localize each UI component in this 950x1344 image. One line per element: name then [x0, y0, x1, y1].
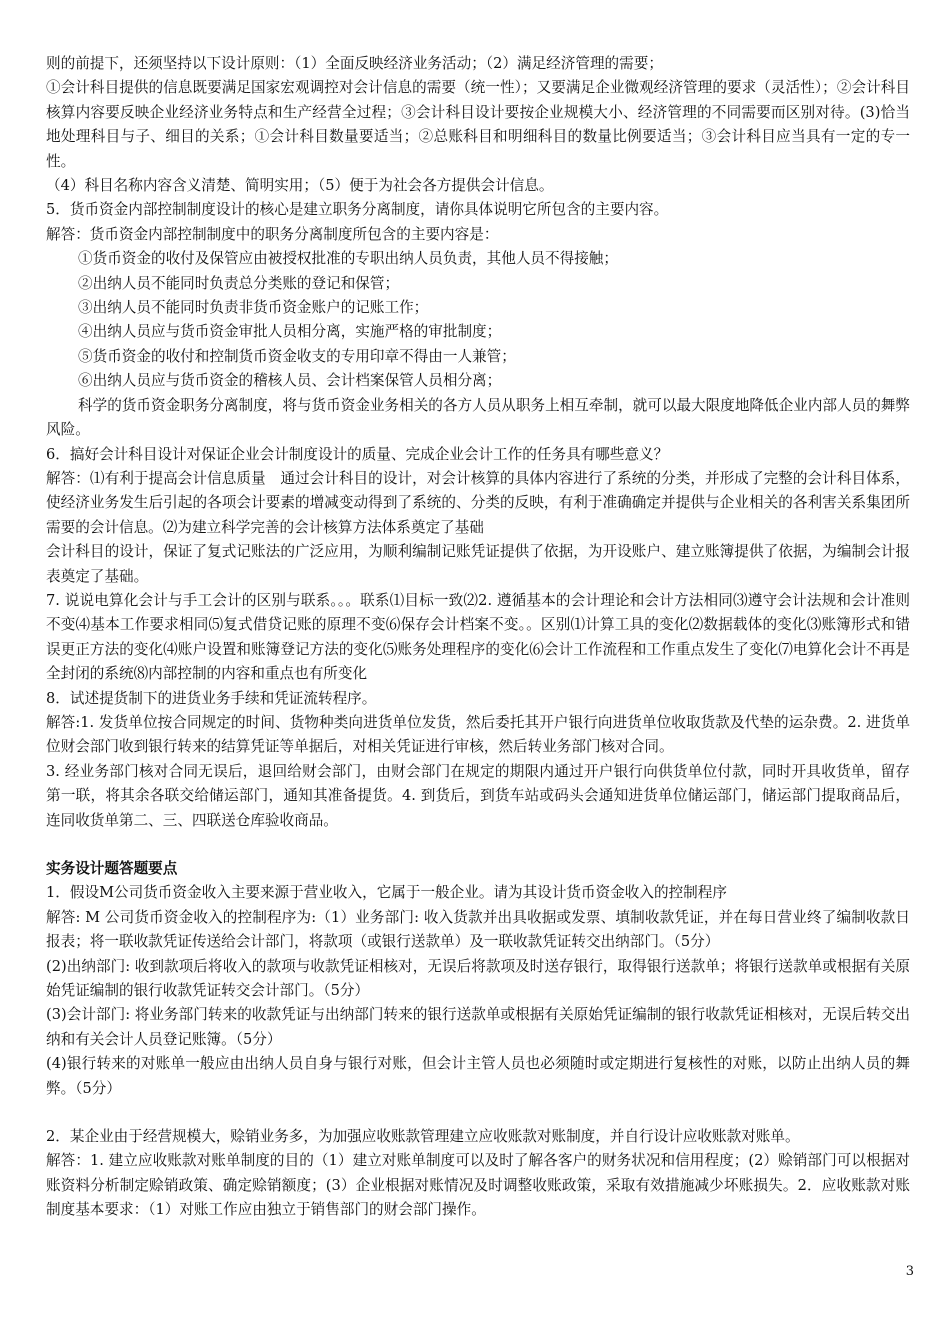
question-8: 8．试述提货制下的进货业务手续和凭证流转程序。	[46, 689, 377, 707]
paragraph: (4)银行转来的对账单一般应由出纳人员自身与银行对账，但会计主管人员也必须随时或定期进行复核性的对账，以防止出纳人员的舞弊。（5分）	[46, 1055, 910, 1097]
practice-question-2: 2．某企业由于经营规模大，赊销业务多，为加强应收账款管理建立应收账款对账制度，并自行设计应收账款对账单。	[46, 1128, 800, 1146]
list-item: ⑥出纳人员应与货币资金的稽核人员、会计档案保管人员相分离；	[78, 372, 502, 390]
spacer	[46, 833, 910, 857]
paragraph: （4）科目名称内容含义清楚、简明实用；（5）便于为社会各方提供会计信息。	[46, 177, 554, 195]
answer-8: 解答:1. 发货单位按合同规定的时间、货物种类向进货单位发货，然后委托其开户银行向进货单位收取货款及代垫的运杂费。2. 进货单位财会部门收到银行转来的结算凭证等单据后，对相关凭证进行审核，然后转业务部门核对合同。	[46, 713, 910, 756]
question-5: 5．货币资金内部控制制度设计的核心是建立职务分离制度，请你具体说明它所包含的主要内容。	[46, 201, 669, 219]
practice-answer-1: 解答: M 公司货币资金收入的控制程序为:（1）业务部门: 收入货款并出具收据或发票、填制收款凭证，并在每日营业终了编制收款日报表；将一联收款凭证传送给会计部门，将款项（或银行送款单）及一联收款凭证转交出纳部门。（5分）	[46, 908, 910, 951]
paragraph: (2)出纳部门: 收到款项后将收入的款项与收款凭证相核对，无误后将款项及时送存银行，取得银行送款单；将银行送款单或根据有关原始凭证编制的银行收款凭证转交会计部门。（5分）	[46, 957, 910, 1000]
page-number: 3	[905, 1264, 914, 1279]
spacer	[46, 1101, 910, 1125]
section-heading: 实务设计题答题要点	[46, 860, 178, 877]
practice-answer-2: 解答：1. 建立应收账款对账单制度的目的（1）建立对账单制度可以及时了解各客户的财务状况和信用程度；(2）赊销部门可以根据对账资料分析制定赊销政策、确定赊销额度；(3）企业根据对账情况及时调整收账政策，采取有效措施减少坏账损失。2．应收账款对账制度基本要求：（1）对账工作应由独立于销售部门的财会部门操作。	[46, 1152, 910, 1219]
paragraph: (3)会计部门: 将业务部门转来的收款凭证与出纳部门转来的银行送款单或根据有关原始凭证编制的银行收款凭证相核对，无误后转交出纳和有关会计人员登记账簿。（5分）	[46, 1006, 910, 1048]
list-item: ②出纳人员不能同时负责总分类账的登记和保管；	[78, 274, 400, 292]
list-item: ③出纳人员不能同时负责非货币资金账户的记账工作；	[78, 299, 429, 317]
list-item: ④出纳人员应与货币资金审批人员相分离，实施严格的审批制度；	[78, 323, 502, 341]
question-6: 6．搞好会计科目设计对保证企业会计制度设计的质量、完成企业会计工作的任务具有哪些意义？	[46, 445, 669, 463]
answer-6: 解答：⑴有利于提高会计信息质量 通过会计科目的设计，对会计核算的具体内容进行了系统的分类，并形成了完整的会计科目体系，使经济业务发生后引起的各项会计要素的增减变动得到了系统的、分类的反映，有利于准确确定并提供与企业相关的各利害关系集团所需要的会计信息。⑵为建立科学完善的会计核算方法体系奠定了基础	[46, 469, 910, 536]
paragraph: 科学的货币资金职务分离制度，将与货币资金业务相关的各方人员从职务上相互牵制，就可以最大限度地降低企业内部人员的舞弊风险。	[46, 396, 910, 439]
paragraph: 3. 经业务部门核对合同无误后，退回给财会部门，由财会部门在规定的期限内通过开户银行向供货单位付款，同时开具收货单，留存第一联，将其余各联交给储运部门，通知其准备提货。4. 到货后，到货车站或码头会通知进货单位储运部门，储运部门提取商品后，连同收货单第二、三、四联送仓库验收商品。	[46, 762, 910, 829]
paragraph: 会计科目的设计，保证了复式记账法的广泛应用，为顺利编制记账凭证提供了依据，为开设账户、建立账簿提供了依据，为编制会计报表奠定了基础。	[46, 543, 910, 585]
paragraph: 则的前提下，还须坚持以下设计原则：（1）全面反映经济业务活动；（2）满足经济管理的需要；	[46, 55, 663, 72]
list-item: ①货币资金的收付及保管应由被授权批准的专职出纳人员负责，其他人员不得接触；	[78, 250, 618, 268]
paragraph: ①会计科目提供的信息既要满足国家宏观调控对会计信息的需要（统一性）；又要满足企业微观经济管理的要求（灵活性）；②会计科目核算内容要反映企业经济业务特点和生产经营全过程；③会计科目设计要按企业规模大小、经济管理的不同需要而区别对待。(3)恰当地处理科目与子、细目的关系；①会计科目数量要适当；②总账科目和明细科目的数量比例要适当；③会计科目应当具有一定的专一性。	[46, 79, 910, 170]
practice-question-1: 1．假设M公司货币资金收入主要来源于营业收入，它属于一般企业。请为其设计货币资金收入的控制程序	[46, 884, 727, 902]
answer-5: 解答：货币资金内部控制制度中的职务分离制度所包含的主要内容是：	[46, 225, 499, 243]
question-7: 7. 说说电算化会计与手工会计的区别与联系。。。联系⑴目标一致⑵2. 遵循基本的会计理论和会计方法相同⑶遵守会计法规和会计准则不变⑷基本工作要求相同⑸复式借贷记账的原理不变⑹保存会计档案不变。。区别⑴计算工具的变化⑵数据载体的变化⑶账簿形式和错误更正方法的变化⑷账户设置和账簿登记方法的变化⑸账务处理程序的变化⑹会计工作流程和工作重点发生了变化⑺电算化会计不再是全封闭的系统⑻内部控制的内容和重点也有所变化	[46, 591, 910, 683]
list-item: ⑤货币资金的收付和控制货币资金收支的专用印章不得由一人兼管；	[78, 347, 516, 365]
